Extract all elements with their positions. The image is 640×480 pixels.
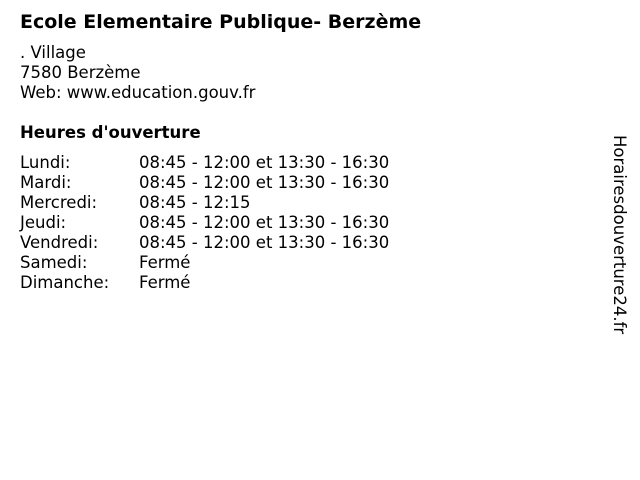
- page-title: Ecole Elementaire Publique- Berzème: [20, 11, 422, 33]
- address-line-city: 7580 Berzème: [20, 63, 141, 82]
- time-value: Fermé: [139, 273, 191, 292]
- time-value: Fermé: [139, 253, 191, 272]
- time-value: 08:45 - 12:00 et 13:30 - 16:30: [139, 213, 390, 232]
- day-label: Mercredi:: [20, 193, 98, 212]
- day-label: Dimanche:: [20, 273, 110, 292]
- day-label: Jeudi:: [20, 213, 67, 232]
- time-value: 08:45 - 12:15: [139, 193, 251, 212]
- time-value: 08:45 - 12:00 et 13:30 - 16:30: [139, 233, 390, 252]
- day-label: Lundi:: [20, 153, 71, 172]
- time-value: 08:45 - 12:00 et 13:30 - 16:30: [139, 173, 390, 192]
- opening-hours-heading: Heures d'ouverture: [20, 123, 201, 142]
- site-watermark: Horairesdouverture24.fr: [610, 135, 629, 335]
- time-value: 08:45 - 12:00 et 13:30 - 16:30: [139, 153, 390, 172]
- address-line-street: . Village: [20, 43, 86, 62]
- website-line[interactable]: Web: www.education.gouv.fr: [20, 83, 256, 102]
- day-label: Vendredi:: [20, 233, 99, 252]
- day-label: Mardi:: [20, 173, 72, 192]
- day-label: Samedi:: [20, 253, 88, 272]
- address-block: [20, 43, 255, 103]
